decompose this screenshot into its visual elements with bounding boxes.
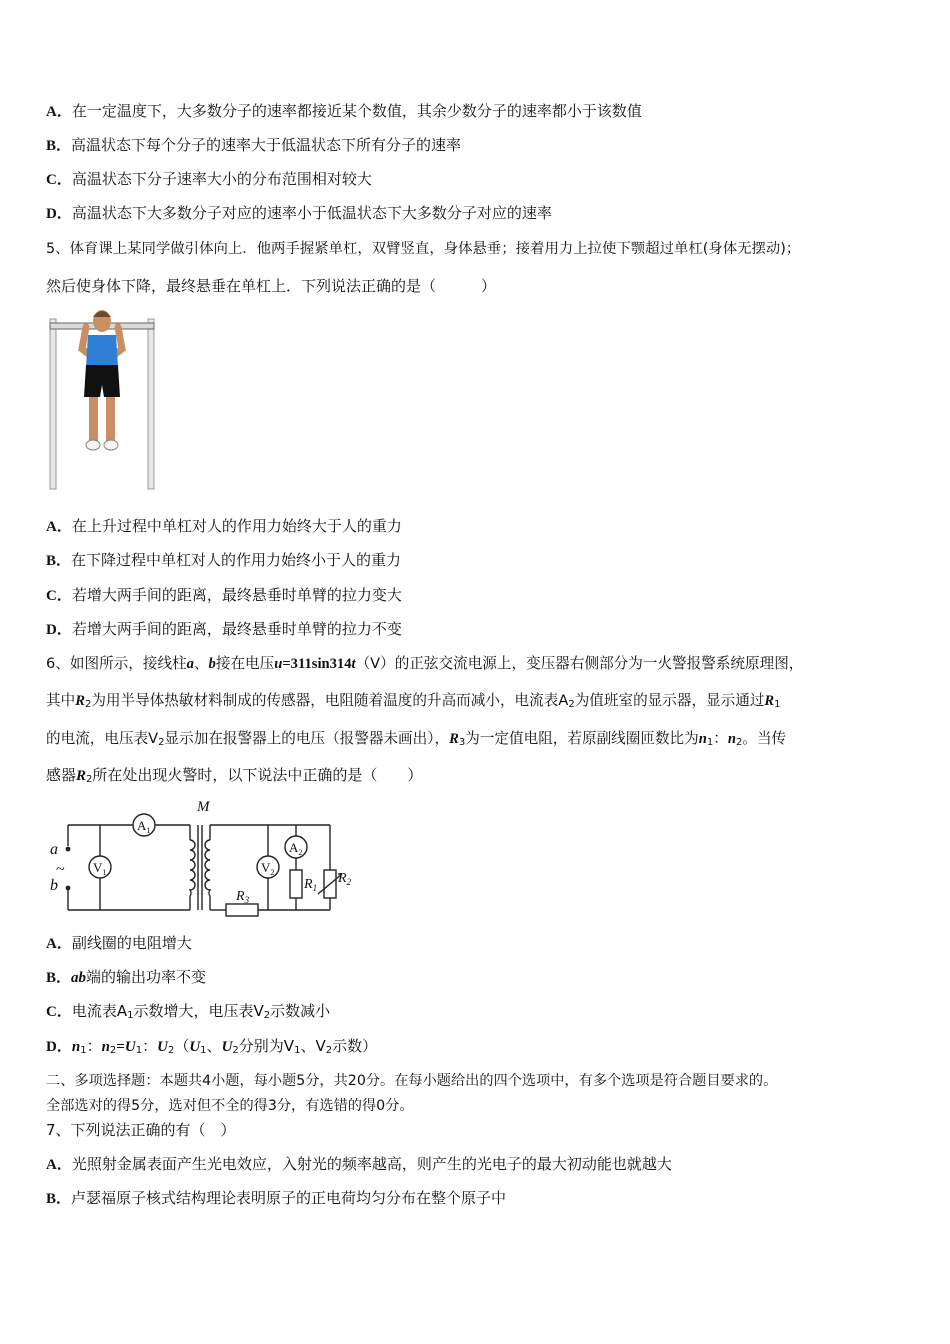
- option-text: 在上升过程中单杠对人的作用力始终大于人的重力: [71, 517, 402, 535]
- option-text: 卢瑟福原子核式结构理论表明原子的正电荷均匀分布在整个原子中: [71, 1189, 507, 1207]
- meter-a: A: [116, 1002, 128, 1020]
- text: （: [174, 1037, 190, 1055]
- option-text: 光照射金属表面产生光电效应，入射光的频率越高，则产生的光电子的最大初动能也就越大: [71, 1155, 672, 1173]
- voltmeter-v2-label: $V_2$: [261, 860, 275, 877]
- option-text: 高温状态下大多数分子对应的速率小于低温状态下大多数分子对应的速率: [71, 204, 552, 222]
- text: 。当传: [742, 730, 787, 747]
- text: 、: [300, 1037, 316, 1055]
- var-n: n: [727, 731, 736, 747]
- text: 分别为: [238, 1037, 284, 1055]
- var-ab: ab: [71, 970, 87, 986]
- text: 为一定值电阻，若原副线圈匝数比为: [465, 730, 699, 747]
- option-letter: B．: [46, 1191, 72, 1207]
- subscript: 2: [263, 1010, 271, 1021]
- option-letter: D．: [46, 1039, 72, 1055]
- q6-stem-line1: [46, 654, 803, 674]
- terminal-a-label: a: [50, 841, 58, 858]
- text: 的电流，电压表: [46, 730, 149, 747]
- subscript: 1: [135, 1045, 143, 1056]
- subscript: 3: [458, 737, 466, 748]
- meter-v: V: [283, 1037, 295, 1055]
- option-letter: B．: [46, 138, 72, 154]
- q6-option-c: [46, 1001, 330, 1022]
- var-u: U: [221, 1039, 233, 1055]
- var-b: b: [208, 656, 216, 672]
- transformer-circuit-diagram: [46, 796, 366, 920]
- option-letter: C．: [46, 172, 72, 188]
- option-text: 副线圈的电阻增大: [71, 934, 192, 952]
- var-n: n: [101, 1039, 110, 1055]
- text: 接在电压: [215, 655, 275, 672]
- text: ：: [713, 730, 728, 747]
- text: 其中: [46, 692, 76, 709]
- option-letter: B．: [46, 553, 72, 569]
- q6-stem-line3: [46, 729, 786, 749]
- resistor-r1-label: $R_1$: [304, 877, 318, 893]
- q5-stem-line1: 5、体育课上某同学做引体向上．他两手握紧单杠，双臂竖直，身体悬垂；接着用力上拉使下颚超过单杠(身体无摆动)；: [46, 241, 801, 257]
- q6-option-a: [46, 933, 192, 954]
- text: =: [116, 1039, 125, 1055]
- text: 所在处出现火警时，以下说法中正确的是（ ）: [92, 766, 423, 784]
- subscript: 2: [167, 1045, 175, 1056]
- option-text: 若增大两手间的距离，最终悬垂时单臂的拉力不变: [71, 620, 402, 638]
- q6-option-b: [46, 967, 206, 988]
- q5-option-a: [46, 516, 402, 537]
- resistor-r3-label: $R_3$: [236, 889, 250, 905]
- subscript: 1: [294, 1045, 301, 1056]
- var-r: R: [764, 693, 775, 709]
- q7-option-b: [46, 1188, 506, 1209]
- terminal-a-dot: [66, 847, 71, 852]
- option-text: 若增大两手间的距离，最终悬垂时单臂的拉力变大: [71, 586, 402, 604]
- q6-stem-line2: [46, 691, 781, 711]
- subscript: 2: [568, 699, 575, 710]
- q4-option-a: [46, 101, 642, 122]
- text: 示数减小: [270, 1002, 331, 1020]
- meter-v: V: [148, 730, 159, 747]
- option-text: 高温状态下分子速率大小的分布范围相对较大: [71, 170, 372, 188]
- q4-option-d: [46, 203, 552, 224]
- text: 显示加在报警器上的电压（报警器未画出），: [164, 730, 450, 747]
- text: 6、如图所示，接线柱: [46, 655, 187, 672]
- subscript: 1: [127, 1010, 134, 1021]
- var-r: R: [449, 731, 459, 747]
- q4-option-b: [46, 135, 461, 156]
- option-letter: A．: [46, 1157, 72, 1173]
- text: （V）的正弦交流电源上，变压器右侧部分为一火警报警系统原理图，: [355, 655, 804, 672]
- option-letter: D．: [46, 622, 72, 638]
- q6-option-d: [46, 1036, 377, 1057]
- formula-t: t: [351, 656, 356, 672]
- subscript: 1: [200, 1045, 207, 1056]
- subscript: 1: [80, 1045, 87, 1056]
- option-text: 在下降过程中单杠对人的作用力始终小于人的重力: [71, 551, 402, 569]
- terminal-b-label: b: [50, 877, 58, 894]
- option-text: 高温状态下每个分子的速率大于低温状态下所有分子的速率: [71, 136, 462, 154]
- resistor-r2-label: $R_2$: [338, 871, 352, 887]
- formula: =311sin314: [282, 656, 352, 672]
- source-tilde: ~: [56, 861, 65, 878]
- q4-option-c: [46, 169, 372, 190]
- subscript: 2: [86, 774, 93, 785]
- ammeter-a2-label: $A_2$: [289, 840, 303, 857]
- var-u: U: [189, 1039, 201, 1055]
- section2-heading-line1: 二、多项选择题：本题共4小题，每小题5分，共20分。在每小题给出的四个选项中，有多个选项是符合题目要求的。: [46, 1073, 778, 1089]
- text: 为值班室的显示器，显示通过: [574, 692, 765, 709]
- option-letter: B．: [46, 970, 72, 986]
- subscript: 1: [706, 737, 714, 748]
- q7-option-a: [46, 1154, 672, 1175]
- var-n: n: [698, 731, 707, 747]
- var-a: a: [186, 656, 194, 672]
- q5-option-d: [46, 619, 402, 640]
- q5-stem-line2: 然后使身体下降，最终悬垂在单杠上．下列说法正确的是（ ）: [46, 277, 497, 295]
- text: 电流表: [71, 1002, 117, 1020]
- text: 示数）: [332, 1037, 378, 1055]
- formula-u: u: [274, 656, 283, 672]
- text: 感器: [46, 766, 77, 784]
- q7-stem: 7、下列说法正确的有（ ）: [46, 1121, 236, 1139]
- option-text: 在一定温度下，大多数分子的速率都接近某个数值，其余少数分子的速率都小于该数值: [71, 102, 642, 120]
- meter-a: A: [558, 692, 569, 709]
- text: 、: [206, 1037, 222, 1055]
- terminal-b-dot: [66, 886, 71, 891]
- var-r: R: [76, 768, 87, 784]
- meter-v: V: [315, 1037, 326, 1055]
- text: 示数增大，电压表: [133, 1002, 254, 1020]
- text: 为用半导体热敏材料制成的传感器，电阻随着温度的升高而减小，电流表: [91, 692, 559, 709]
- voltmeter-v1-label: $V_1$: [93, 860, 107, 877]
- option-text: 端的输出功率不变: [86, 968, 207, 986]
- option-letter: C．: [46, 588, 72, 604]
- ammeter-a1-label: $A_1$: [137, 818, 151, 835]
- var-u: U: [124, 1039, 136, 1055]
- core-label-m: M: [197, 799, 210, 815]
- meter-v: V: [253, 1002, 264, 1020]
- text: ：: [142, 1037, 158, 1055]
- text: ：: [86, 1037, 102, 1055]
- subscript: 2: [84, 699, 92, 710]
- q5-option-b: [46, 550, 401, 571]
- subscript: 2: [232, 1045, 239, 1056]
- option-letter: A．: [46, 519, 72, 535]
- option-letter: A．: [46, 936, 72, 952]
- text: 、: [193, 655, 209, 672]
- section2-heading-line2: 全部选对的得5分，选对但不全的得3分，有选错的得0分。: [46, 1098, 414, 1114]
- q5-option-c: [46, 585, 402, 606]
- q6-stem-line4: [46, 765, 422, 786]
- var-u: U: [157, 1039, 168, 1055]
- subscript: 1: [774, 699, 781, 710]
- subscript: 2: [735, 737, 743, 748]
- subscript: 2: [325, 1045, 333, 1056]
- subscript: 2: [109, 1045, 117, 1056]
- var-n: n: [71, 1039, 81, 1055]
- option-letter: D．: [46, 206, 72, 222]
- option-letter: C．: [46, 1004, 72, 1020]
- pull-up-illustration: [46, 305, 158, 491]
- var-r: R: [75, 693, 85, 709]
- subscript: 2: [158, 737, 165, 748]
- option-letter: A．: [46, 104, 72, 120]
